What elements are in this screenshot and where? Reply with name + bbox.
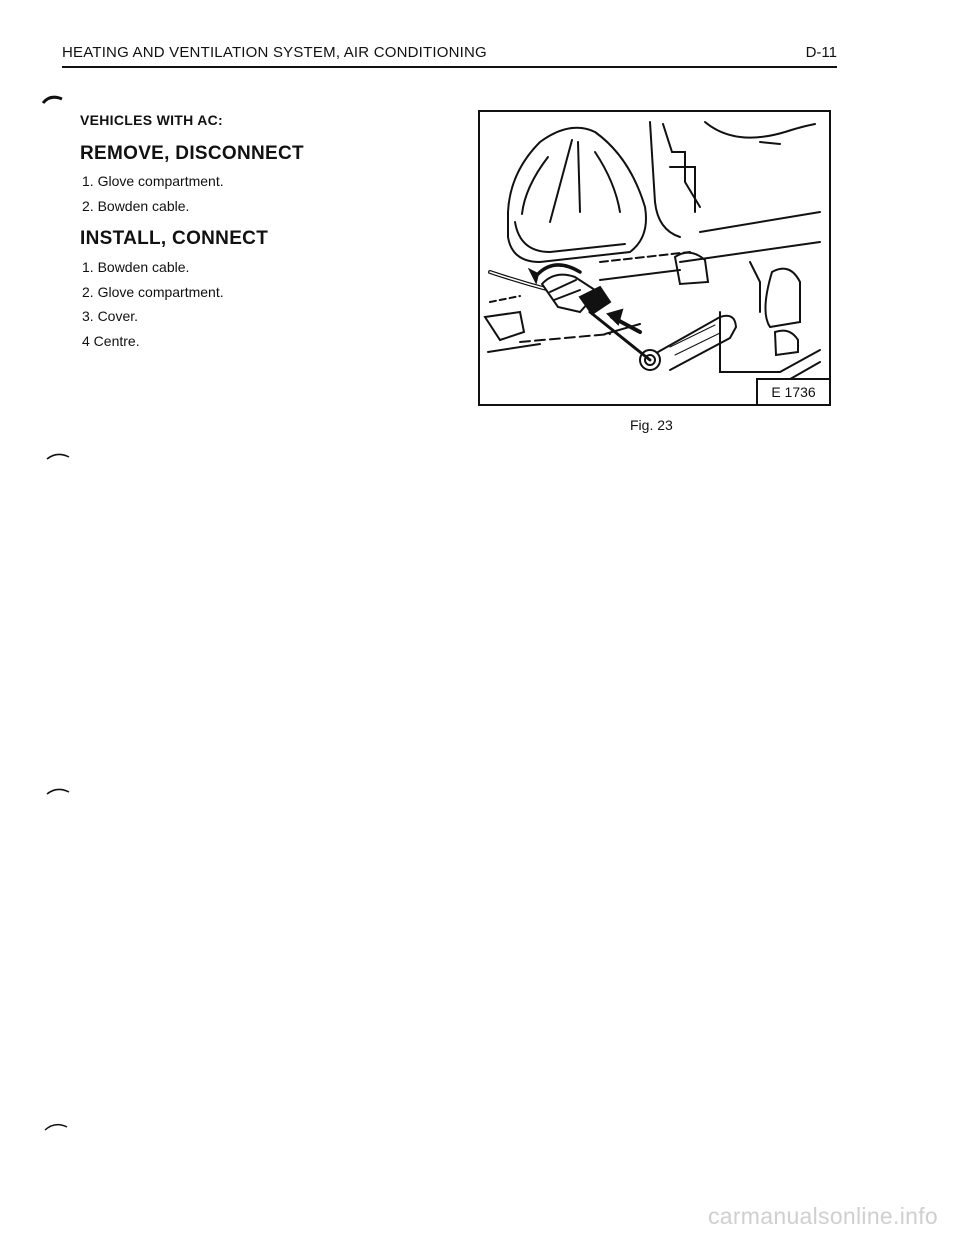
figure-caption: Fig. 23 [630, 417, 673, 433]
remove-list [82, 169, 224, 218]
list-item: 3. Cover. [82, 308, 139, 324]
remove-heading: REMOVE, DISCONNECT [80, 143, 304, 164]
figure-illustration [478, 110, 831, 406]
margin-mark-icon [45, 447, 73, 461]
page-header [62, 44, 837, 68]
install-heading: INSTALL, CONNECT [80, 228, 269, 249]
margin-mark-icon [40, 92, 68, 106]
list-item: 2. Glove compartment. [82, 283, 224, 300]
list-item: 1. Glove compartment. [82, 173, 224, 189]
figure-code: E 1736 [756, 378, 829, 404]
list-item: 1. Bowden cable. [82, 259, 190, 275]
bowden-cable-illustration [480, 112, 831, 406]
list-item: 4 Centre. [82, 332, 140, 349]
section-label: VEHICLES WITH AC: [80, 112, 224, 128]
watermark: carmanualsonline.info [707, 1203, 938, 1229]
margin-mark-icon [45, 783, 73, 797]
list-item: 2. Bowden cable. [82, 197, 190, 214]
page-number: D-11 [805, 44, 837, 61]
margin-mark-icon [43, 1118, 71, 1132]
install-list [82, 255, 224, 353]
header-title: HEATING AND VENTILATION SYSTEM, AIR CONDITIONING [62, 44, 487, 61]
